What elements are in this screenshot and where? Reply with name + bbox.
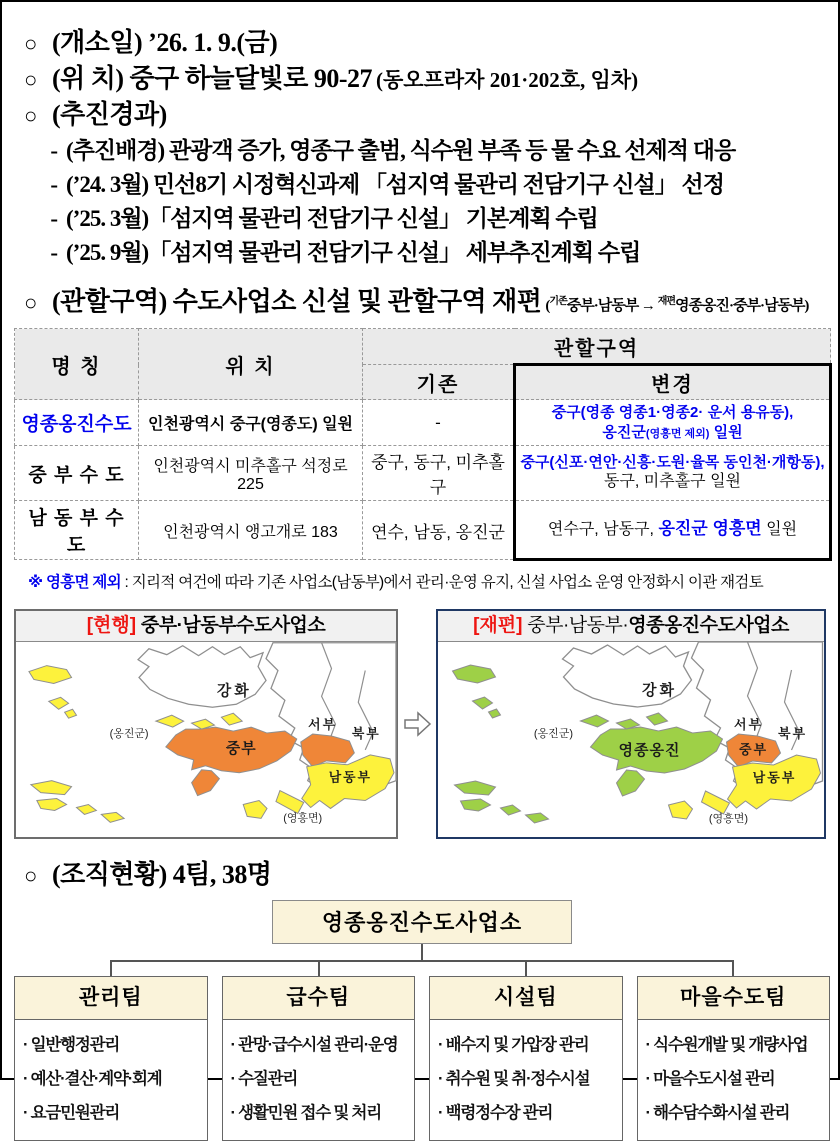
map-current-svg xyxy=(16,642,396,838)
location-text: (위 치) 중구 하늘달빛로 90-27 xyxy=(52,64,373,93)
line-opening-date xyxy=(14,26,826,62)
col-header-name: 명 칭 xyxy=(15,329,139,400)
small-island xyxy=(647,713,668,725)
map-reorg xyxy=(436,609,826,839)
connector-hbar xyxy=(110,960,733,962)
intro-section xyxy=(14,26,826,324)
team-box-management xyxy=(14,976,208,1141)
team-item: · 관망·급수시설 관리·운영 xyxy=(230,1036,398,1054)
team-name: 관리팀 xyxy=(15,977,207,1020)
team-item: · 일반행정관리 xyxy=(23,1036,120,1054)
label-bukbu: 북부 xyxy=(777,726,808,741)
current-title-text: 중부·남동부수도사업소 xyxy=(136,615,326,636)
team-body xyxy=(15,1020,207,1140)
small-island xyxy=(49,697,69,709)
connector-stem xyxy=(421,944,423,960)
circle-bullet: ○ xyxy=(24,67,38,92)
circle-bullet: ○ xyxy=(24,863,38,888)
arrow-right-icon xyxy=(398,709,436,739)
opening-date-text: (개소일) ’26. 1. 9.(금) xyxy=(52,28,278,57)
map-reorg-title xyxy=(438,611,824,642)
small-island xyxy=(65,709,77,718)
map-current-title xyxy=(16,611,396,642)
reorg-tag: [재편] xyxy=(473,615,523,636)
org-heading-line xyxy=(14,858,826,896)
team-name: 시설팀 xyxy=(430,977,622,1020)
team-body xyxy=(430,1020,622,1140)
small-island xyxy=(29,666,72,684)
small-island xyxy=(455,781,496,795)
reorg-title-bold: 영종옹진수도사업소 xyxy=(628,615,789,636)
org-connectors xyxy=(14,944,830,976)
team-name: 급수팀 xyxy=(223,977,415,1020)
jurisdiction-heading-text: (관할구역) 수도사업소 신설 및 관할구역 재편 xyxy=(52,287,542,316)
team-body xyxy=(223,1020,415,1140)
team-item: · 식수원개발 및 개량사업 xyxy=(645,1036,808,1054)
footnote-mark: ※ 영흥면 제외 xyxy=(28,574,121,591)
table-row xyxy=(15,501,831,560)
namdongbu-strip xyxy=(702,791,730,814)
footnote-text: : 지리적 여건에 따라 기존 사업소(남동부)에서 관리·운영 유지, 신설 사업소 운영 안정화시 이관 재검토 xyxy=(120,574,763,591)
table-row xyxy=(15,446,831,501)
connector-drop xyxy=(525,960,527,976)
small-island xyxy=(156,715,184,727)
small-island xyxy=(37,799,67,811)
map-reorg-svg xyxy=(438,642,824,838)
line-jurisdiction-heading xyxy=(14,284,826,324)
label-namdongbu: 남동부 xyxy=(752,770,797,785)
sub-item-text: (’25. 9월)「섬지역 물관리 전담기구 신설」 세부추진계획 수립 xyxy=(66,240,641,265)
small-island xyxy=(581,715,609,727)
col-header-changed: 변경 xyxy=(515,365,831,400)
line-progress xyxy=(14,98,826,134)
label-ganghwa: 강화 xyxy=(642,682,677,699)
location-paren-text: (동오프라자 201·202호, 임차) xyxy=(376,68,639,92)
team-item: · 생활민원 접수 및 처리 xyxy=(230,1104,381,1122)
row-existing: - xyxy=(363,400,515,446)
connector-drop xyxy=(110,960,112,976)
small-island xyxy=(489,709,501,718)
team-item: · 백령정수장 관리 xyxy=(438,1104,553,1122)
team-item: · 수질관리 xyxy=(230,1070,298,1088)
yeongheung-island xyxy=(243,801,267,819)
changed-part-a: 연수구, 남동구, xyxy=(547,521,659,539)
reorg-title-normal: 중부·남동부· xyxy=(522,615,629,636)
sub-item-text: (’25. 3월)「섬지역 물관리 전담기구 신설」 기본계획 수립 xyxy=(66,206,598,231)
team-item: · 요금민원관리 xyxy=(23,1104,120,1122)
changed-line2-small: (영흥면 제외) xyxy=(645,427,710,440)
yeongjong-tail xyxy=(617,770,645,796)
org-teams xyxy=(14,976,830,1141)
team-item: · 취수원 및 취·정수시설 xyxy=(438,1070,590,1088)
changed-part-b: 옹진군 영흥면 xyxy=(658,519,762,539)
note-mid: 중부·남동부 → xyxy=(566,298,658,314)
team-item: · 배수지 및 가압장 관리 xyxy=(438,1036,589,1054)
label-seobu: 서부 xyxy=(308,717,338,733)
changed-line2: 동구, 미추홀구 일원 xyxy=(604,473,741,491)
sub-item-text: (’24. 3월) 민선8기 시정혁신과제 「섬지역 물관리 전담기구 신설」 선정 xyxy=(66,172,724,197)
small-island xyxy=(473,697,493,709)
progress-text: (추진경과) xyxy=(52,100,167,129)
label-ongjin: (옹진군) xyxy=(533,728,574,740)
progress-sub-item xyxy=(14,202,826,236)
team-box-facility xyxy=(429,976,623,1141)
changed-line1: 중구(영종 영종1·영종2· 운서 용유동), xyxy=(551,404,794,421)
table-row xyxy=(15,400,831,446)
changed-line1: 중구(신포·연안·신흥·도원·율목 동인천·개항동), xyxy=(520,453,825,471)
table-footnote xyxy=(14,570,826,592)
small-island xyxy=(461,799,491,811)
col-header-location: 위 치 xyxy=(139,329,363,400)
label-ganghwa: 강화 xyxy=(216,683,252,700)
connector-drop xyxy=(318,960,320,976)
col-header-existing: 기존 xyxy=(363,365,515,400)
small-island xyxy=(101,812,124,822)
changed-line2b: 일원 xyxy=(709,423,743,441)
label-jungbu: 중부 xyxy=(738,742,769,757)
label-yeongheung: (영흥면) xyxy=(708,813,749,825)
progress-sub-item xyxy=(14,168,826,202)
label-ongjin: (옹진군) xyxy=(109,728,149,741)
namdongbu-strip xyxy=(276,791,304,814)
row-location: 인천광역시 미추홀구 석정로 225 xyxy=(139,446,363,501)
dash-bullet: - xyxy=(50,240,58,265)
row-name: 중 부 수 도 xyxy=(15,446,139,501)
small-island xyxy=(501,805,521,815)
yeongjong-tail xyxy=(192,770,220,796)
jurisdiction-table xyxy=(14,328,832,561)
small-island xyxy=(526,813,549,823)
changed-line2a: 옹진군 xyxy=(602,423,646,441)
team-box-supply xyxy=(222,976,416,1141)
yeongheung-island xyxy=(669,801,693,819)
row-location: 인천광역시 중구(영종도) 일원 xyxy=(139,400,363,446)
team-body xyxy=(638,1020,830,1140)
connector-drop xyxy=(732,960,734,976)
row-changed xyxy=(515,446,831,501)
maps-section xyxy=(14,608,826,840)
dash-bullet: - xyxy=(50,138,58,163)
circle-bullet: ○ xyxy=(24,290,38,315)
row-changed xyxy=(515,501,831,560)
dash-bullet: - xyxy=(50,206,58,231)
small-island xyxy=(31,781,72,795)
small-island xyxy=(77,804,97,814)
org-heading-text: (조직현황) 4팀, 38명 xyxy=(52,860,272,889)
progress-sub-item xyxy=(14,236,826,270)
team-item: · 해수담수화시설 관리 xyxy=(645,1104,790,1122)
row-existing: 중구, 동구, 미추홀구 xyxy=(363,446,515,501)
note-sup-existing: 기존 xyxy=(549,296,567,307)
line-location xyxy=(14,62,826,98)
note-sup-reorg: 재편 xyxy=(657,296,676,307)
circle-bullet: ○ xyxy=(24,103,38,128)
row-changed xyxy=(515,400,831,446)
note-open: ( xyxy=(545,298,550,314)
row-existing: 연수, 남동, 옹진군 xyxy=(363,501,515,560)
map-current xyxy=(14,609,398,839)
dash-bullet: - xyxy=(50,172,58,197)
label-yeongheung: (영흥면) xyxy=(283,812,323,825)
sub-item-text: (추진배경) 관광객 증가, 영종구 출범, 식수원 부족 등 물 수요 선제적 대응 xyxy=(66,138,736,163)
jurisdiction-note xyxy=(545,284,808,324)
org-root-box: 영종옹진수도사업소 xyxy=(272,900,572,944)
team-box-village-water xyxy=(637,976,831,1141)
small-island xyxy=(453,665,496,683)
row-location: 인천광역시 앵고개로 183 xyxy=(139,501,363,560)
label-namdongbu: 남동부 xyxy=(328,769,372,785)
label-bukbu: 북부 xyxy=(351,726,381,742)
team-name: 마을수도팀 xyxy=(638,977,830,1020)
note-end: 영종옹진·중부·남동부) xyxy=(675,298,809,314)
circle-bullet: ○ xyxy=(24,31,38,56)
changed-part-c: 일원 xyxy=(761,521,798,539)
label-seobu: 서부 xyxy=(733,717,764,732)
label-main-island: 중부 xyxy=(225,740,257,757)
team-item: · 마을수도시설 관리 xyxy=(645,1070,775,1088)
row-name: 영종옹진수도 xyxy=(15,400,139,446)
team-item: · 예산·결산·계약·회계 xyxy=(23,1070,162,1088)
progress-sub-item xyxy=(14,134,826,168)
row-name: 남 동 부 수 도 xyxy=(15,501,139,560)
label-main-island: 영종옹진 xyxy=(618,742,681,759)
small-island xyxy=(221,713,242,725)
org-chart xyxy=(14,900,830,1141)
current-tag: [현행] xyxy=(86,615,137,636)
col-header-jurisdiction: 관할구역 xyxy=(363,329,831,365)
